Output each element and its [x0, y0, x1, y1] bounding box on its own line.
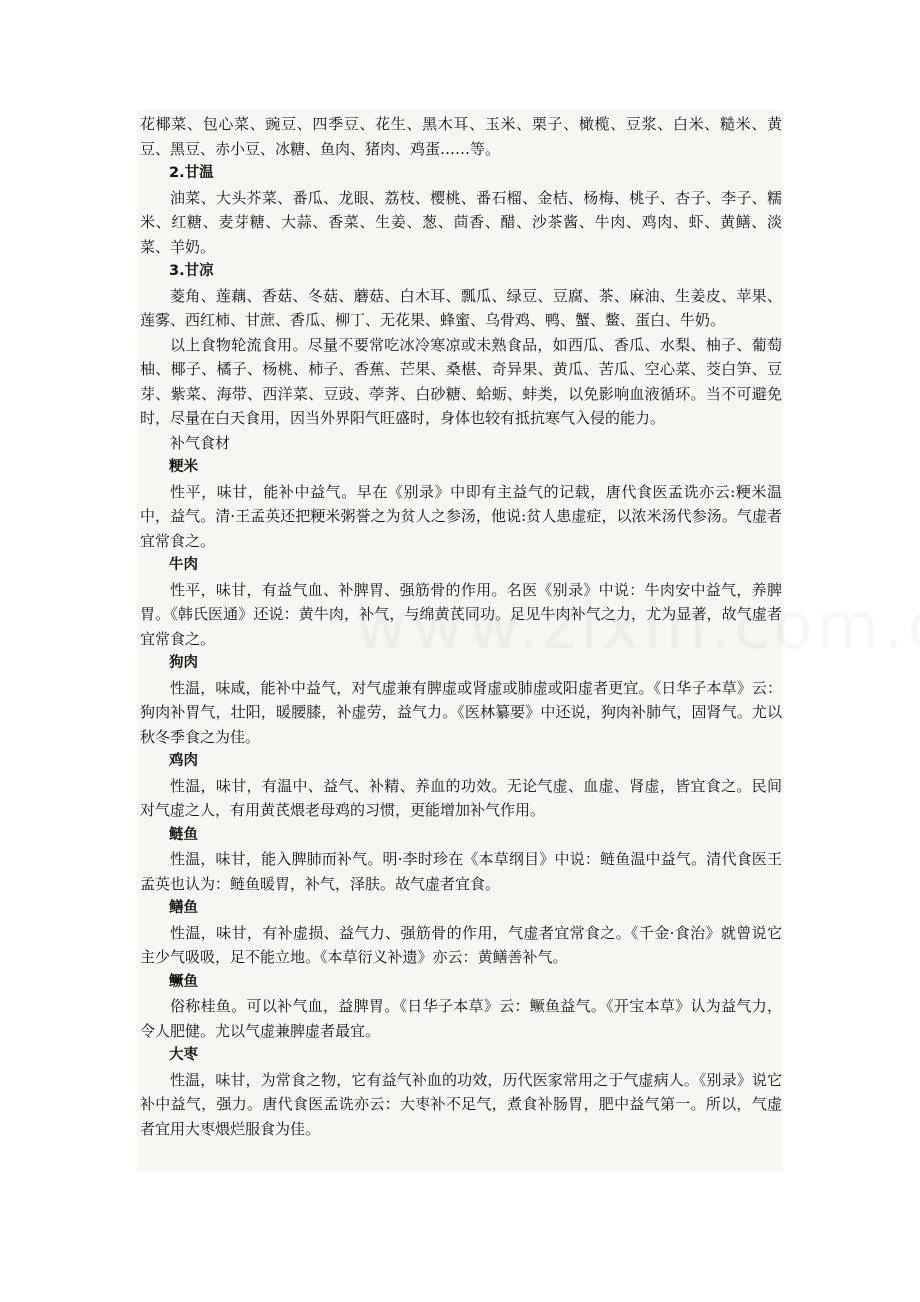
- paragraph: 俗称桂鱼。可以补气血，益脾胃。《日华子本草》云：鳜鱼益气。《开宝本草》认为益气力，令人肥健。尤以气虚兼脾虚者最宜。: [140, 997, 782, 1040]
- paragraph: 性平，味甘，有益气血、补脾胃、强筋骨的作用。名医《别录》中说：牛肉安中益气，养脾胃。《韩氏医通》还说：黄牛肉，补气，与绵黄芪同功。足见牛肉补气之力，尤为显著，故气虚者宜常食之。: [140, 580, 782, 648]
- food-heading: 大枣: [169, 1047, 198, 1063]
- paragraph: 菱角、莲藕、香菇、冬菇、蘑菇、白木耳、瓢瓜、绿豆、豆腐、茶、麻油、生姜皮、苹果、莲雾、西红柿、甘蔗、香瓜、柳丁、无花果、蜂蜜、乌骨鸡、鸭、蟹、鳖、蛋白、牛奶。: [140, 286, 782, 329]
- paragraph: 性平，味甘，能补中益气。早在《别录》中即有主益气的记载，唐代食医孟诜亦云:粳米温中，益气。清·王孟英还把粳米粥誉之为贫人之参汤，他说:贫人患虚症，以浓米汤代参汤。气虚者宜常食之。: [140, 482, 782, 550]
- section-heading-buqi: 补气食材: [170, 433, 231, 452]
- section-heading-ganwen: 2.甘温: [169, 165, 214, 181]
- food-heading: 鳝鱼: [169, 900, 198, 916]
- paragraph: 花椰菜、包心菜、豌豆、四季豆、花生、黑木耳、玉米、栗子、橄榄、豆浆、白米、糙米、黄豆、黑豆、赤小豆、冰糖、鱼肉、猪肉、鸡蛋……等。: [140, 115, 782, 158]
- food-heading: 粳米: [169, 459, 198, 475]
- paragraph: 性温，味甘，有温中、益气、补精、养血的功效。无论气虚、血虚、肾虚，皆宜食之。民间对气虚之人，有用黄芪煨老母鸡的习惯，更能增加补气作用。: [140, 776, 782, 819]
- paragraph: 以上食物轮流食用。尽量不要常吃冰冷寒凉或未熟食品，如西瓜、香瓜、水梨、柚子、葡萄柚、椰子、橘子、杨桃、柿子、香蕉、芒果、桑椹、奇异果、黄瓜、苦瓜、空心菜、茭白笋、豆芽、紫菜、海带、西洋菜、豆豉、荸荠、白砂糖、蛤蛎、蚌类，以免影响血液循环。当不可避免时，尽量在白天食用，因当外界阳气旺盛时，身体也较有抵抗寒气入侵的能力。: [140, 335, 782, 427]
- paragraph: 油菜、大头芥菜、番瓜、龙眼、荔枝、樱桃、番石榴、金桔、杨梅、桃子、杏子、李子、糯米、红糖、麦芽糖、大蒜、香菜、生姜、葱、茴香、醋、沙茶酱、牛肉、鸡肉、虾、黄鳝、淡菜、羊奶。: [140, 188, 782, 256]
- paragraph: 性温，味甘，为常食之物，它有益气补血的功效，历代医家常用之于气虚病人。《别录》说它补中益气，强力。唐代食医孟诜亦云：大枣补不足气，煮食补肠胃，肥中益气第一。所以，气虚者宜用大枣煨烂服食为佳。: [140, 1070, 782, 1138]
- food-heading: 鳜鱼: [169, 973, 198, 990]
- food-heading: 狗肉: [169, 655, 198, 671]
- food-heading: 鲢鱼: [169, 826, 198, 843]
- food-heading: 牛肉: [169, 557, 198, 573]
- paragraph: 性温，味甘，有补虚损、益气力、强筋骨的作用，气虚者宜常食之。《千金·食治》就曾说它主少气吸吸，足不能立地。《本草衍义补遗》亦云：黄鳝善补气。: [140, 923, 782, 966]
- section-heading-ganliang: 3.甘凉: [169, 263, 214, 279]
- paragraph: 性温，味甘，能入脾肺而补气。明·李时珍在《本草纲目》中说：鲢鱼温中益气。清代食医王孟英也认为：鲢鱼暖胃，补气，泽肤。故气虚者宜食。: [140, 850, 782, 893]
- food-heading: 鸡肉: [169, 753, 198, 769]
- paragraph: 性温，味咸，能补中益气，对气虚兼有脾虚或肾虚或肺虚或阳虚者更宜。《日华子本草》云：狗肉补胃气，壮阳，暖腰膝，补虚劳，益气力。《医林纂要》中还说，狗肉补肺气，固肾气。尤以秋冬季食之为佳。: [140, 678, 782, 746]
- document-body: [140, 112, 782, 1141]
